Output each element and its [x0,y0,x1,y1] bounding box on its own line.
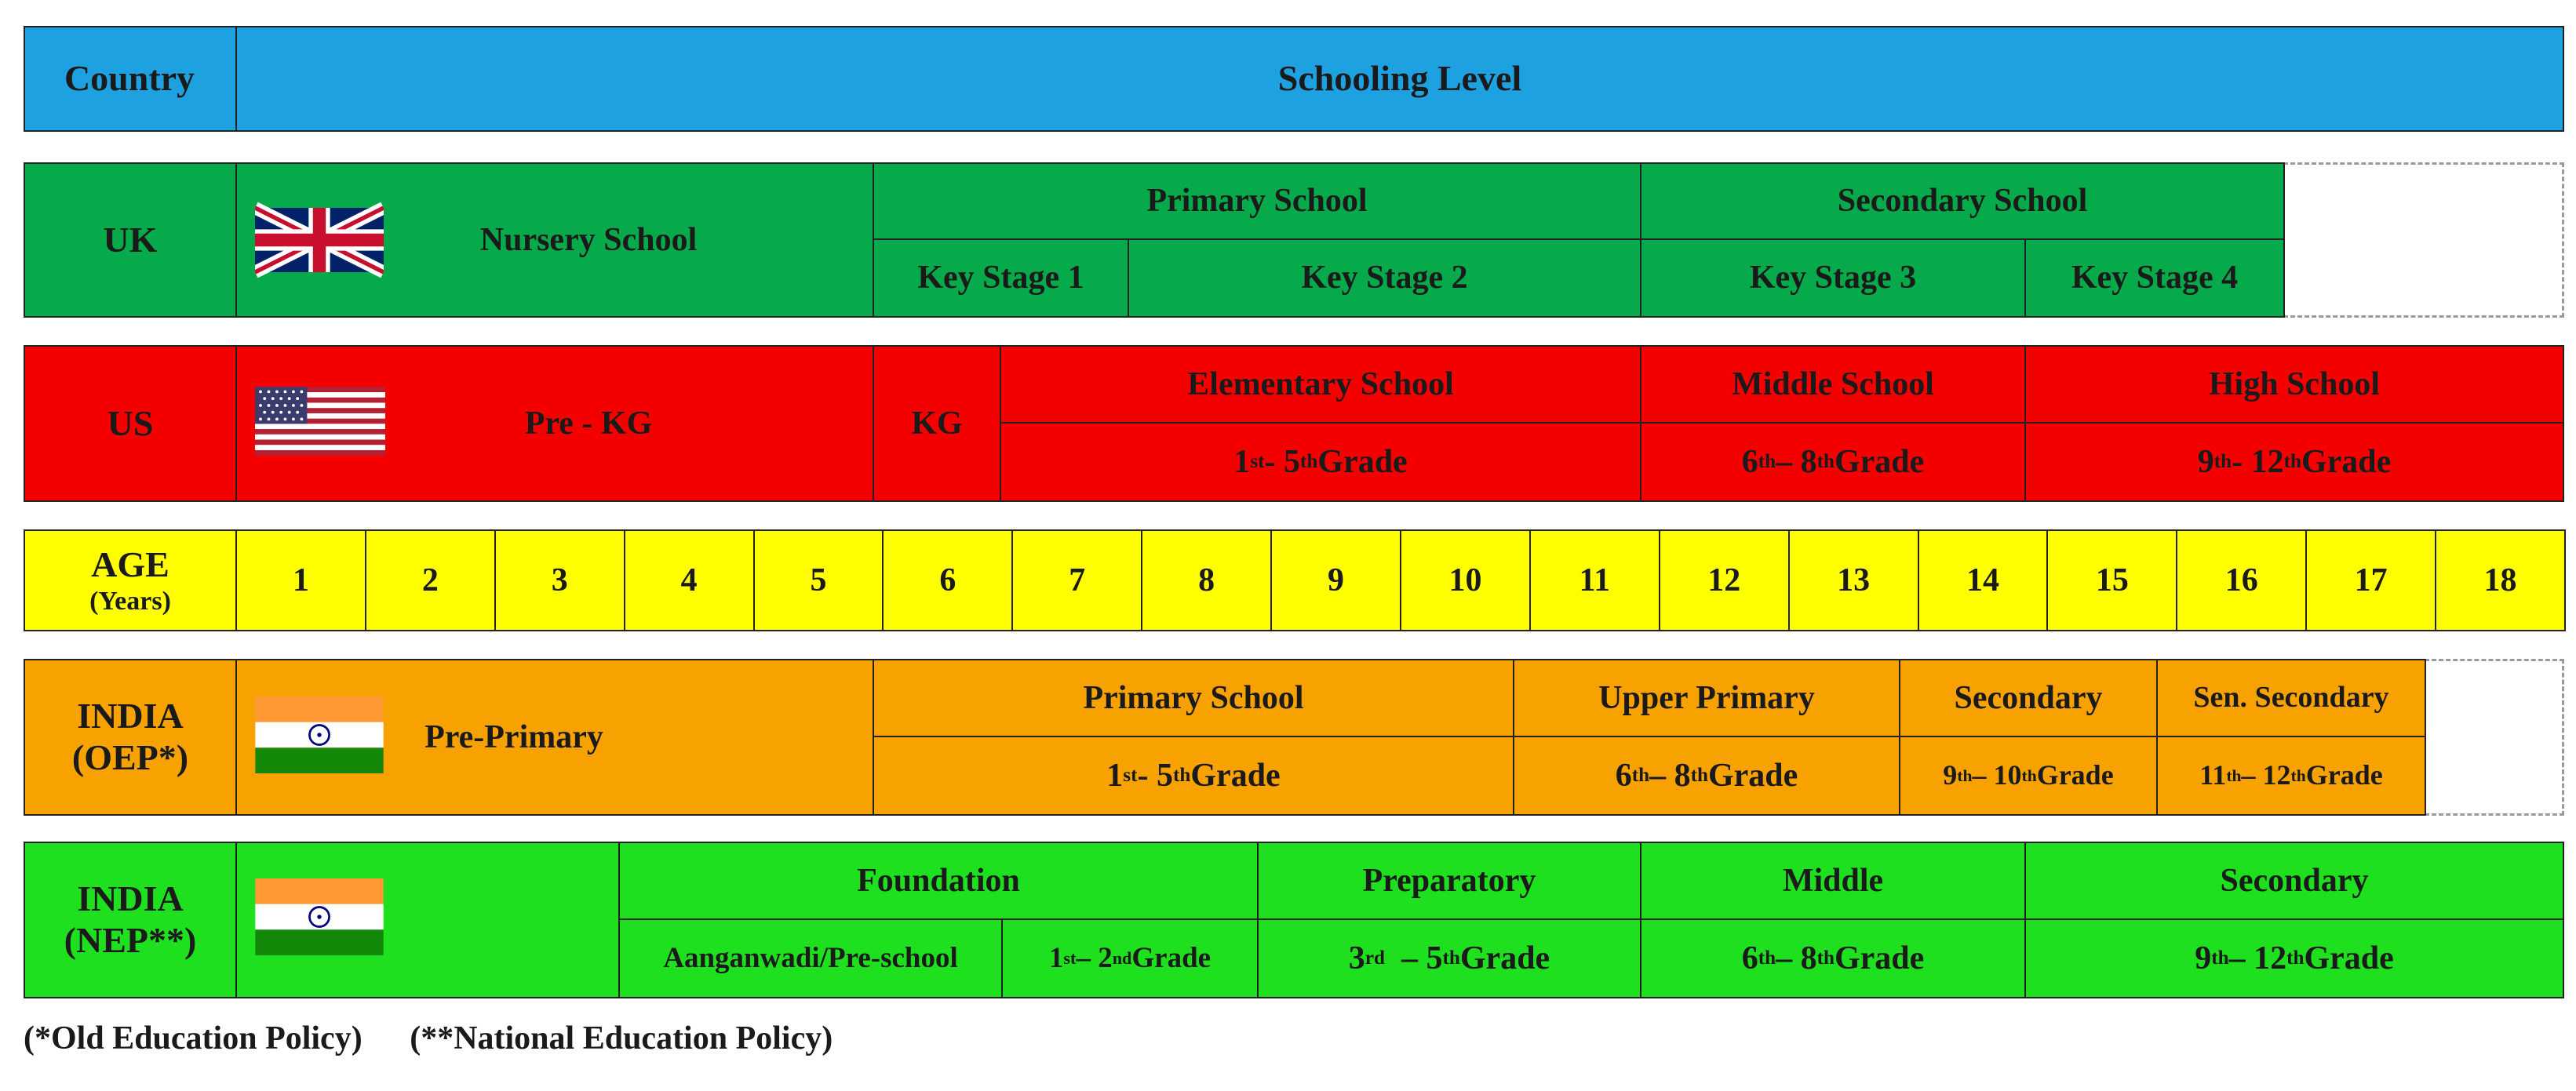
india-flag-icon [255,878,384,955]
age-cell: 11 [1529,529,1660,631]
us-elementary-grade: 1 st - 5 th Grade [1000,422,1641,502]
oep-upper-primary: Upper Primary [1513,659,1900,737]
nep-aanganwadi: Aanganwadi/Pre-school [618,918,1003,998]
uk-flag-icon [255,202,384,278]
age-unit: (Years) [89,586,171,616]
age-cell: 12 [1659,529,1790,631]
age-cell: 1 [235,529,366,631]
age-cell: 7 [1011,529,1142,631]
oep-primary-school: Primary School [873,659,1514,737]
uk-secondary-school: Secondary School [1640,162,2285,240]
uk-country [24,162,237,318]
oep-country-line2: (OEP*) [71,737,189,777]
header-country: Country [64,58,195,99]
age-cell: 10 [1400,529,1531,631]
age-cell: 15 [2046,529,2177,631]
nep-preparatory-grade: 3 rd – 5 th Grade [1257,918,1641,998]
age-cell: 8 [1141,529,1272,631]
us-high-grade: 9 th - 12 th Grade [2024,422,2564,502]
uk-primary-school: Primary School [873,162,1641,240]
nep-country-line2: (NEP**) [64,920,197,960]
nep-foundation-grade: 1 st – 2 nd Grade [1001,918,1259,998]
uk-key-stage-2: Key Stage 2 [1128,238,1641,318]
oep-primary-grade: 1 st - 5 th Grade [873,736,1514,816]
oep-secondary-grade: 9 th – 10 th Grade [1899,736,2158,816]
uk-key-stage-4: Key Stage 4 [2024,238,2285,318]
nep-secondary: Secondary [2024,842,2564,920]
footer-nep-note: (**National Education Policy) [410,1020,833,1056]
us-country-label: US [107,402,154,443]
age-cell: 13 [1788,529,1919,631]
oep-country [24,659,237,816]
uk-nursery-label: Nursery School [479,221,698,258]
oep-country-line1: INDIA [77,696,184,736]
us-elementary-school: Elementary School [1000,345,1641,424]
uk-dashed-extension [2283,162,2564,318]
age-cell: 4 [624,529,755,631]
uk-country-label: UK [103,219,158,260]
age-cell: 6 [882,529,1013,631]
us-middle-school: Middle School [1640,345,2026,424]
us-flag-icon [255,384,385,458]
header-schooling-level: Schooling Level [1277,58,1522,99]
oep-pre-primary-label: Pre-Primary [424,718,603,755]
nep-secondary-grade: 9 th – 12 th Grade [2024,918,2564,998]
oep-dashed-extension [2425,659,2564,816]
age-cell: 2 [365,529,496,631]
us-kg: KG [873,345,1001,502]
us-high-school: High School [2024,345,2564,424]
footer-oep-note: (*Old Education Policy) [24,1020,363,1056]
oep-secondary: Secondary [1899,659,2158,737]
oep-sen-secondary: Sen. Secondary [2156,659,2426,737]
age-title: AGE [91,544,169,584]
age-cell: 14 [1918,529,2049,631]
age-cell: 17 [2305,529,2436,631]
age-cell: 18 [2435,529,2566,631]
nep-middle-grade: 6 th – 8 th Grade [1640,918,2026,998]
footer-notes [24,1020,872,1057]
us-middle-grade: 6 th – 8 th Grade [1640,422,2026,502]
uk-key-stage-1: Key Stage 1 [873,238,1129,318]
india-flag-icon [255,696,384,773]
age-cell: 9 [1270,529,1401,631]
age-label [24,529,237,631]
nep-foundation: Foundation [618,842,1259,920]
age-cell: 5 [753,529,884,631]
oep-sen-grade: 11 th – 12 th Grade [2156,736,2426,816]
nep-middle: Middle [1640,842,2026,920]
nep-preparatory: Preparatory [1257,842,1641,920]
oep-upper-grade: 6 th – 8 th Grade [1513,736,1900,816]
age-cell: 3 [494,529,625,631]
nep-country-line1: INDIA [77,878,184,919]
us-country [24,345,237,502]
nep-country [24,842,237,998]
us-pre-kg-label: Pre - KG [524,405,653,442]
age-cell: 16 [2176,529,2307,631]
uk-key-stage-3: Key Stage 3 [1640,238,2026,318]
